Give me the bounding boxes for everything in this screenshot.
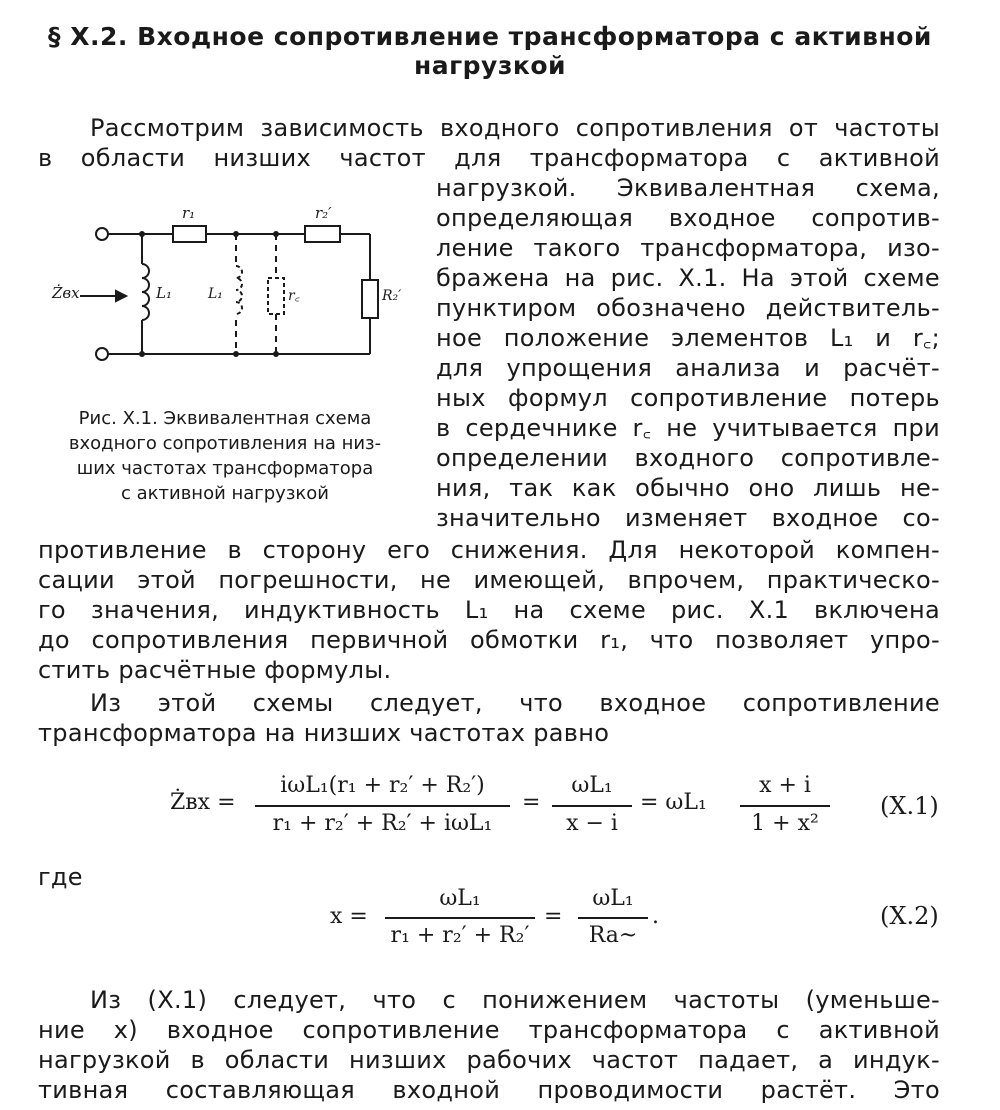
eq2-numerator: ωL₁ <box>439 886 481 911</box>
p3-line-3: нагрузкой в области низших рабочих частот падает, а индук- <box>38 1046 940 1074</box>
resistor-rc <box>268 278 284 314</box>
label-z-input: Żвх <box>52 284 80 302</box>
eq1-frac2-den: x − i <box>566 811 618 836</box>
p1-line-13: ния, так как обычно оно лишь не- <box>436 474 940 502</box>
eq1-number: (X.1) <box>880 792 939 820</box>
eq1-equals-3: = ωL₁ <box>640 790 707 815</box>
eq1-frac3-num: x + i <box>759 773 811 798</box>
p1-line-1: Рассмотрим зависимость входного сопротивления от частоты <box>90 114 940 142</box>
inductor-L1 <box>142 264 149 320</box>
resistor-r1 <box>173 226 206 242</box>
terminal-bottom <box>96 348 108 360</box>
p1-line-19: стить расчётные формулы. <box>38 656 392 684</box>
p1-line-16: сации этой погрешности, не имеющей, впрочем, практическо- <box>38 566 940 594</box>
inductor-L1-dashed <box>236 266 242 314</box>
resistor-r2prime <box>305 226 340 242</box>
p1-line-3: нагрузкой. Эквивалентная схема, <box>436 174 940 202</box>
p1-line-7: пунктиром обозначено действитель- <box>436 294 940 322</box>
p1-line-15: противление в сторону его снижения. Для некоторой компен- <box>38 536 940 564</box>
eq2-lhs: x = <box>330 904 368 929</box>
p1-line-17: го значения, индуктивность L₁ на схеме рис. X.1 включена <box>38 596 940 624</box>
caption-line-2: входного сопротивления на низ- <box>68 433 382 454</box>
p1-line-14: значительно изменяет входное со- <box>436 504 940 532</box>
eq2-tail: . <box>652 904 659 929</box>
p1-line-9: для упрощения анализа и расчёт- <box>436 354 940 382</box>
eq1-frac2-bar <box>552 805 632 807</box>
p2-line-1: Из этой схемы следует, что входное сопротивление <box>90 689 940 717</box>
p3-line-2: ние x) входное сопротивление трансформатора с активной <box>38 1016 940 1044</box>
label-rc: r꜀ <box>288 288 300 304</box>
label-R2prime: R₂′ <box>382 288 402 304</box>
circuit-figure <box>52 192 410 372</box>
eq1-numerator: iωL₁(r₁ + r₂′ + R₂′) <box>280 773 485 798</box>
eq1-frac2-num: ωL₁ <box>571 773 613 798</box>
label-r1: r₁ <box>182 204 196 222</box>
terminal-top <box>96 228 108 240</box>
eq2-denominator: r₁ + r₂′ + R₂′ <box>390 923 530 948</box>
eq1-fraction-bar <box>255 805 510 807</box>
p1-line-2: в области низших частот для трансформатора с активной <box>38 144 940 172</box>
p2-line-2: трансформатора на низших частотах равно <box>38 719 610 747</box>
p3-line-1: Из (X.1) следует, что с понижением частоты (уменьше- <box>90 986 940 1014</box>
caption-line-1: Рис. X.1. Эквивалентная схема <box>78 408 372 429</box>
eq1-denominator: r₁ + r₂′ + R₂′ + iωL₁ <box>272 811 493 836</box>
eq2-frac2-num: ωL₁ <box>592 886 634 911</box>
eq1-frac3-bar <box>740 805 830 807</box>
p1-line-4: определяющая входное сопротив- <box>436 204 940 232</box>
p1-line-18: до сопротивления первичной обмотки r₁, что позволяет упро- <box>38 626 940 654</box>
eq2-frac2-bar <box>578 917 648 919</box>
section-heading <box>20 22 960 80</box>
p1-line-5: ление такого трансформатора, изо- <box>436 234 940 262</box>
heading-line-2: нагрузкой <box>413 51 567 80</box>
figure-caption <box>30 406 420 506</box>
p1-line-11: в сердечнике r꜀ не учитывается при <box>436 414 940 442</box>
eq2-equals-2: = <box>544 904 563 929</box>
p1-line-12: определении входного сопротивле- <box>436 444 940 472</box>
label-L1: L₁ <box>156 284 172 302</box>
circuit-diagram <box>80 192 410 372</box>
caption-line-3: ших частотах трансформатора <box>76 458 374 479</box>
eq1-frac3-den: 1 + x² <box>751 811 819 836</box>
label-L1-dashed: L₁ <box>208 286 223 302</box>
eq2-number: (X.2) <box>880 902 939 930</box>
where-word: где <box>38 863 83 891</box>
eq2-frac2-den: Ra~ <box>588 923 638 948</box>
eq1-equals-2: = <box>522 790 541 815</box>
caption-line-4: с активной нагрузкой <box>120 483 329 504</box>
p1-line-8: ное положение элементов L₁ и r꜀; <box>436 324 940 352</box>
eq2-fraction-bar <box>385 917 535 919</box>
heading-line-1: § X.2. Входное сопротивление трансформатора с активной <box>48 22 932 51</box>
resistor-R2prime <box>362 280 378 318</box>
eq1-lhs: Żвх = <box>170 790 236 815</box>
p3-line-4: тивная составляющая входной проводимости растёт. Это <box>38 1076 940 1104</box>
label-r2prime: r₂′ <box>315 204 332 222</box>
p1-line-10: ных формул сопротивление потерь <box>436 384 940 412</box>
p1-line-6: бражена на рис. X.1. На этой схеме <box>436 264 940 292</box>
